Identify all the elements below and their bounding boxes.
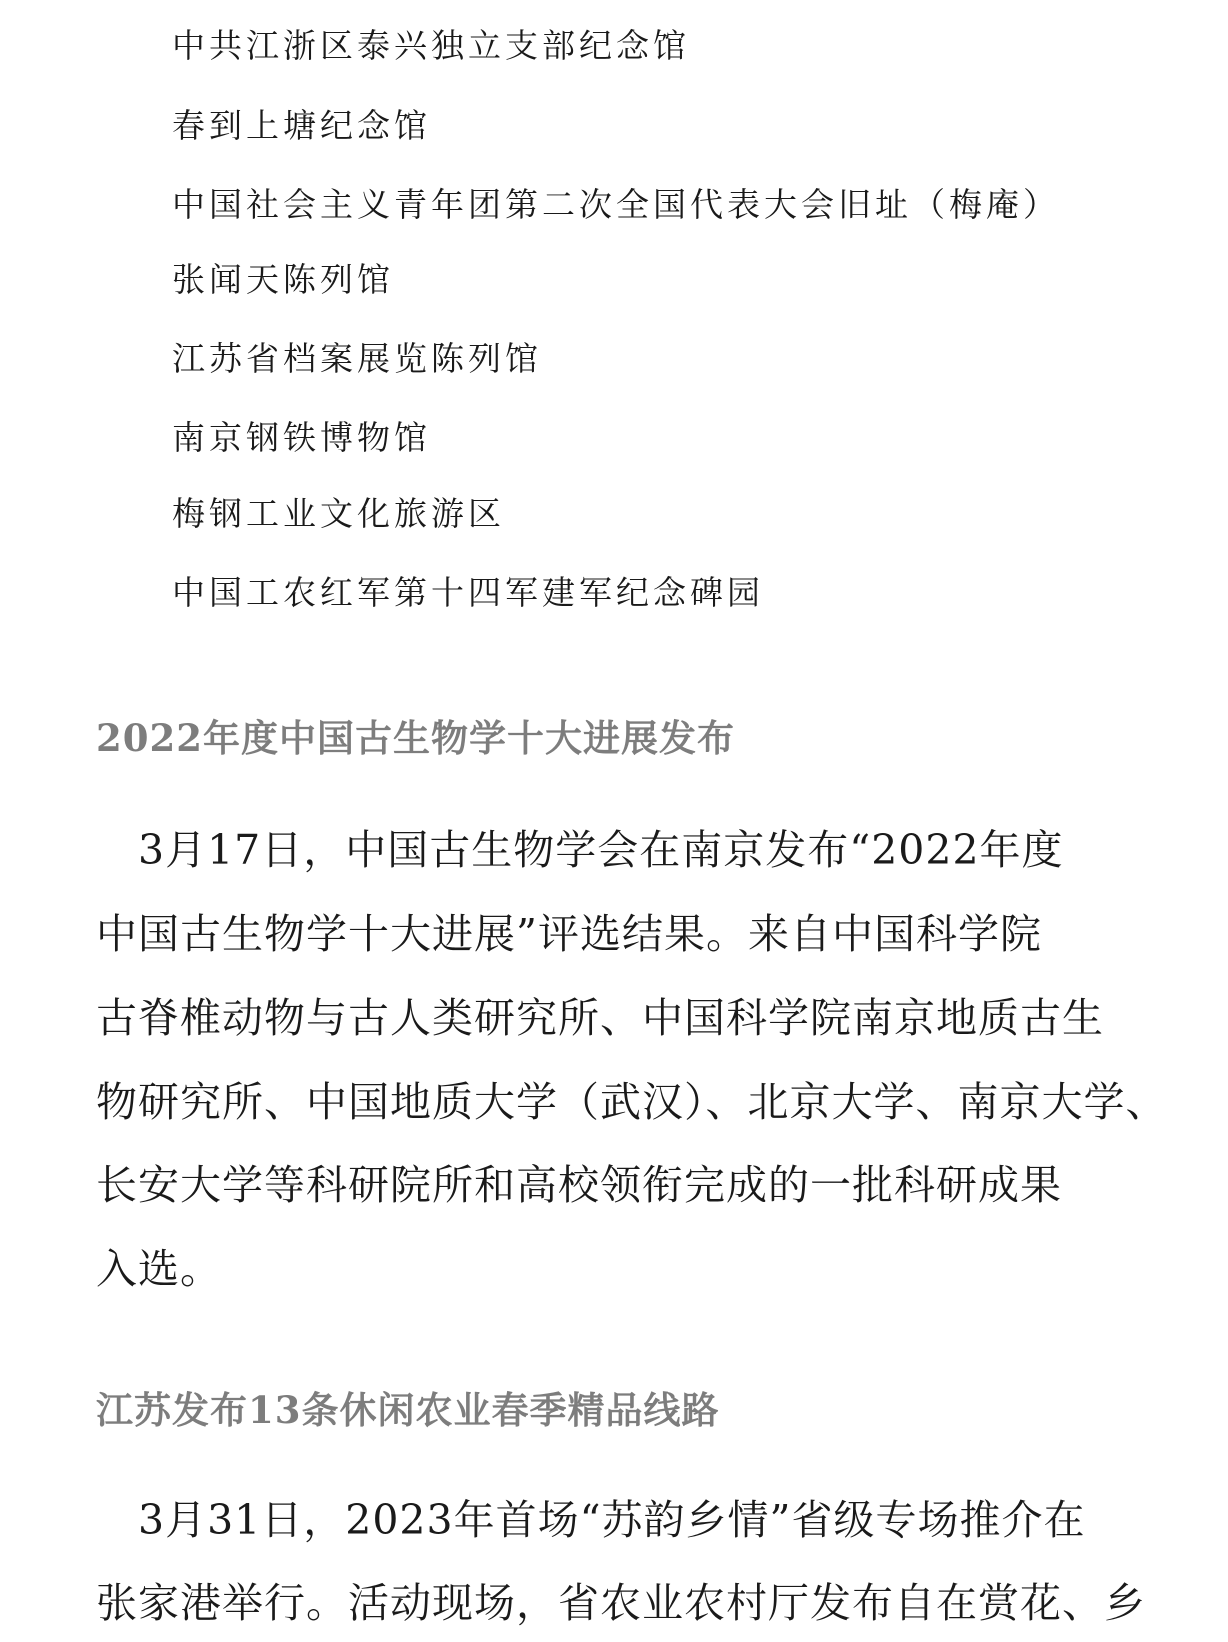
list-item: 江苏省档案展览陈列馆 bbox=[172, 339, 542, 378]
paragraph-line: 入选。 bbox=[96, 1245, 222, 1293]
paragraph-line: 长安大学等科研院所和高校领衔完成的一批科研成果 bbox=[96, 1161, 1062, 1209]
list-item: 梅钢工业文化旅游区 bbox=[172, 494, 505, 533]
paragraph-line: 中国古生物学十大进展”评选结果。来自中国科学院 bbox=[96, 910, 1042, 958]
paragraph-line: 张家港举行。活动现场，省农业农村厅发布自在赏花、乡 bbox=[96, 1579, 1146, 1627]
paragraph-line: 物研究所、中国地质大学（武汉）、北京大学、南京大学、 bbox=[96, 1078, 1168, 1126]
list-item: 张闻天陈列馆 bbox=[172, 260, 394, 299]
list-item: 中国工农红军第十四军建军纪念碑园 bbox=[172, 573, 764, 612]
list-item: 中共江浙区泰兴独立支部纪念馆 bbox=[172, 26, 690, 65]
paragraph-line: 3月17日，中国古生物学会在南京发布“2022年度 bbox=[96, 826, 1064, 874]
list-item: 南京钢铁博物馆 bbox=[172, 418, 431, 457]
paragraph-line: 3月31日，2023年首场“苏韵乡情”省级专场推介在 bbox=[96, 1496, 1086, 1544]
paragraph-line: 古脊椎动物与古人类研究所、中国科学院南京地质古生 bbox=[96, 994, 1104, 1042]
section-heading: 2022年度中国古生物学十大进展发布 bbox=[96, 716, 735, 760]
list-item: 春到上塘纪念馆 bbox=[172, 106, 431, 145]
list-item: 中国社会主义青年团第二次全国代表大会旧址（梅庵） bbox=[172, 185, 1060, 224]
section-heading: 江苏发布13条休闲农业春季精品线路 bbox=[96, 1388, 720, 1432]
